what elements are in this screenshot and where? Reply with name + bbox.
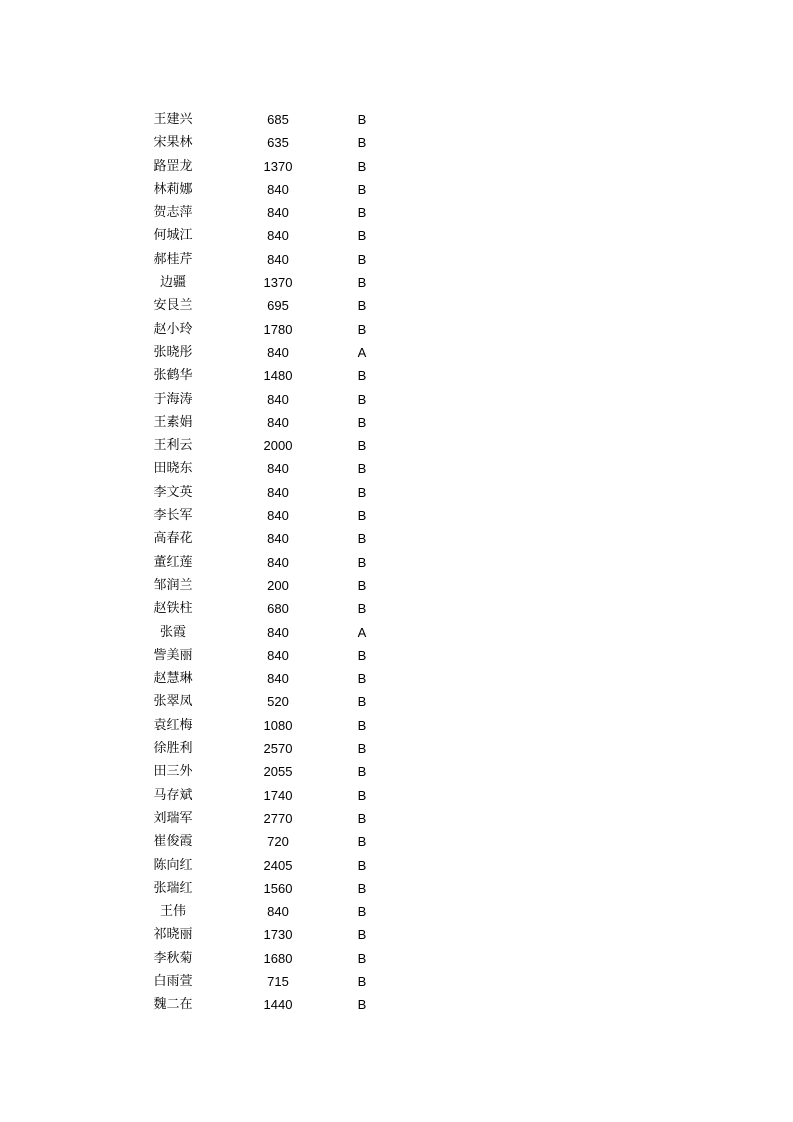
table-row [0, 947, 793, 970]
grade-value: B [357, 810, 367, 826]
person-name: 宋果林 [153, 135, 193, 151]
person-name: 祁晓丽 [153, 927, 193, 943]
person-name: 郝桂芹 [153, 251, 193, 267]
person-name: 王利云 [153, 438, 193, 454]
amount-value: 840 [267, 554, 289, 570]
grade-value: B [357, 904, 367, 920]
person-name: 边疆 [159, 275, 186, 291]
table-row [0, 388, 793, 411]
amount-value: 840 [267, 181, 289, 197]
person-name: 王素娟 [153, 414, 193, 430]
amount-value: 1440 [263, 997, 293, 1013]
amount-value: 840 [267, 414, 289, 430]
person-name: 邹润兰 [153, 577, 193, 593]
grade-value: B [357, 601, 367, 617]
grade-value: B [357, 741, 367, 757]
grade-value: B [357, 671, 367, 687]
grade-value: B [357, 484, 367, 500]
data-table [0, 108, 793, 1017]
grade-value: B [357, 181, 367, 197]
person-name: 高春花 [153, 531, 193, 547]
grade-value: B [357, 950, 367, 966]
grade-value: B [357, 787, 367, 803]
person-name: 魏二在 [153, 997, 193, 1013]
amount-value: 685 [267, 112, 289, 127]
person-name: 李文英 [153, 484, 193, 500]
grade-value: B [357, 368, 367, 384]
person-name: 袁红梅 [153, 717, 193, 733]
amount-value: 720 [267, 834, 289, 850]
person-name: 张鹤华 [153, 368, 193, 384]
amount-value: 840 [267, 391, 289, 407]
grade-value: B [357, 112, 367, 127]
table-row [0, 667, 793, 690]
grade-value: B [357, 275, 367, 291]
person-name: 何城江 [153, 228, 193, 244]
grade-value: B [357, 927, 367, 943]
person-name: 张瑞红 [153, 880, 193, 896]
table-row [0, 900, 793, 923]
grade-value: B [357, 717, 367, 733]
grade-value: B [357, 158, 367, 174]
person-name: 白雨萱 [153, 973, 193, 989]
table-row [0, 341, 793, 364]
grade-value: B [357, 508, 367, 524]
amount-value: 840 [267, 461, 289, 477]
table-row [0, 271, 793, 294]
amount-value: 840 [267, 484, 289, 500]
person-name: 赵慧琳 [153, 671, 193, 687]
table-row [0, 131, 793, 154]
person-name: 张翠凤 [153, 694, 193, 710]
grade-value: B [357, 973, 367, 989]
person-name: 李长军 [153, 508, 193, 524]
grade-value: A [357, 624, 367, 640]
grade-value: B [357, 251, 367, 267]
person-name: 訾美丽 [153, 647, 193, 663]
person-name: 赵小玲 [153, 321, 193, 337]
person-name: 于海涛 [153, 391, 193, 407]
amount-value: 1480 [263, 368, 293, 384]
amount-value: 840 [267, 508, 289, 524]
table-row [0, 923, 793, 946]
table-row [0, 737, 793, 760]
amount-value: 840 [267, 647, 289, 663]
person-name: 张霞 [159, 624, 186, 640]
table-row [0, 318, 793, 341]
table-row [0, 784, 793, 807]
amount-value: 2000 [263, 438, 293, 454]
grade-value: B [357, 554, 367, 570]
grade-value: A [357, 344, 367, 360]
amount-value: 1780 [263, 321, 293, 337]
amount-value: 840 [267, 251, 289, 267]
grade-value: B [357, 391, 367, 407]
grade-value: B [357, 857, 367, 873]
table-row [0, 294, 793, 317]
amount-value: 1730 [263, 927, 293, 943]
table-row [0, 830, 793, 853]
table-row [0, 877, 793, 900]
person-name: 林莉娜 [153, 181, 193, 197]
amount-value: 840 [267, 531, 289, 547]
grade-value: B [357, 694, 367, 710]
amount-value: 1370 [263, 275, 293, 291]
person-name: 马存斌 [153, 787, 193, 803]
amount-value: 840 [267, 904, 289, 920]
table-row [0, 108, 793, 131]
table-row [0, 714, 793, 737]
person-name: 董红莲 [153, 554, 193, 570]
grade-value: B [357, 135, 367, 151]
grade-value: B [357, 531, 367, 547]
amount-value: 1740 [263, 787, 293, 803]
table-row [0, 155, 793, 178]
amount-value: 1080 [263, 717, 293, 733]
grade-value: B [357, 461, 367, 477]
table-row [0, 970, 793, 993]
person-name: 徐胜利 [153, 741, 193, 757]
grade-value: B [357, 764, 367, 780]
person-name: 李秋菊 [153, 950, 193, 966]
amount-value: 715 [267, 973, 289, 989]
grade-value: B [357, 880, 367, 896]
amount-value: 2570 [263, 741, 293, 757]
person-name: 王建兴 [153, 112, 193, 127]
grade-value: B [357, 834, 367, 850]
amount-value: 635 [267, 135, 289, 151]
grade-value: B [357, 414, 367, 430]
table-row [0, 457, 793, 480]
amount-value: 840 [267, 205, 289, 221]
table-row [0, 527, 793, 550]
amount-value: 200 [267, 577, 289, 593]
person-name: 陈向红 [153, 857, 193, 873]
amount-value: 680 [267, 601, 289, 617]
person-name: 刘瑞军 [153, 810, 193, 826]
amount-value: 2770 [263, 810, 293, 826]
table-row [0, 644, 793, 667]
person-name: 王伟 [159, 904, 186, 920]
grade-value: B [357, 298, 367, 314]
table-row [0, 993, 793, 1016]
grade-value: B [357, 438, 367, 454]
table-row [0, 364, 793, 387]
table-row [0, 597, 793, 620]
table-row [0, 481, 793, 504]
grade-value: B [357, 647, 367, 663]
grade-value: B [357, 577, 367, 593]
table-row [0, 574, 793, 597]
table-row [0, 690, 793, 713]
amount-value: 840 [267, 228, 289, 244]
table-row [0, 760, 793, 783]
table-row [0, 201, 793, 224]
table-row [0, 434, 793, 457]
amount-value: 2405 [263, 857, 293, 873]
amount-value: 520 [267, 694, 289, 710]
grade-value: B [357, 321, 367, 337]
table-row [0, 551, 793, 574]
table-row [0, 621, 793, 644]
person-name: 田晓东 [153, 461, 193, 477]
amount-value: 1560 [263, 880, 293, 896]
person-name: 田三外 [153, 764, 193, 780]
table-row [0, 807, 793, 830]
amount-value: 840 [267, 344, 289, 360]
table-row [0, 248, 793, 271]
amount-value: 840 [267, 624, 289, 640]
table-row [0, 854, 793, 877]
grade-value: B [357, 997, 367, 1013]
person-name: 安艮兰 [153, 298, 193, 314]
amount-value: 840 [267, 671, 289, 687]
person-name: 贺志萍 [153, 205, 193, 221]
amount-value: 695 [267, 298, 289, 314]
grade-value: B [357, 205, 367, 221]
person-name: 路罡龙 [153, 158, 193, 174]
person-name: 赵铁柱 [153, 601, 193, 617]
amount-value: 2055 [263, 764, 293, 780]
person-name: 崔俊霞 [153, 834, 193, 850]
grade-value: B [357, 228, 367, 244]
table-row [0, 411, 793, 434]
table-row [0, 178, 793, 201]
table-row [0, 504, 793, 527]
amount-value: 1680 [263, 950, 293, 966]
amount-value: 1370 [263, 158, 293, 174]
table-row [0, 224, 793, 247]
person-name: 张晓彤 [153, 344, 193, 360]
